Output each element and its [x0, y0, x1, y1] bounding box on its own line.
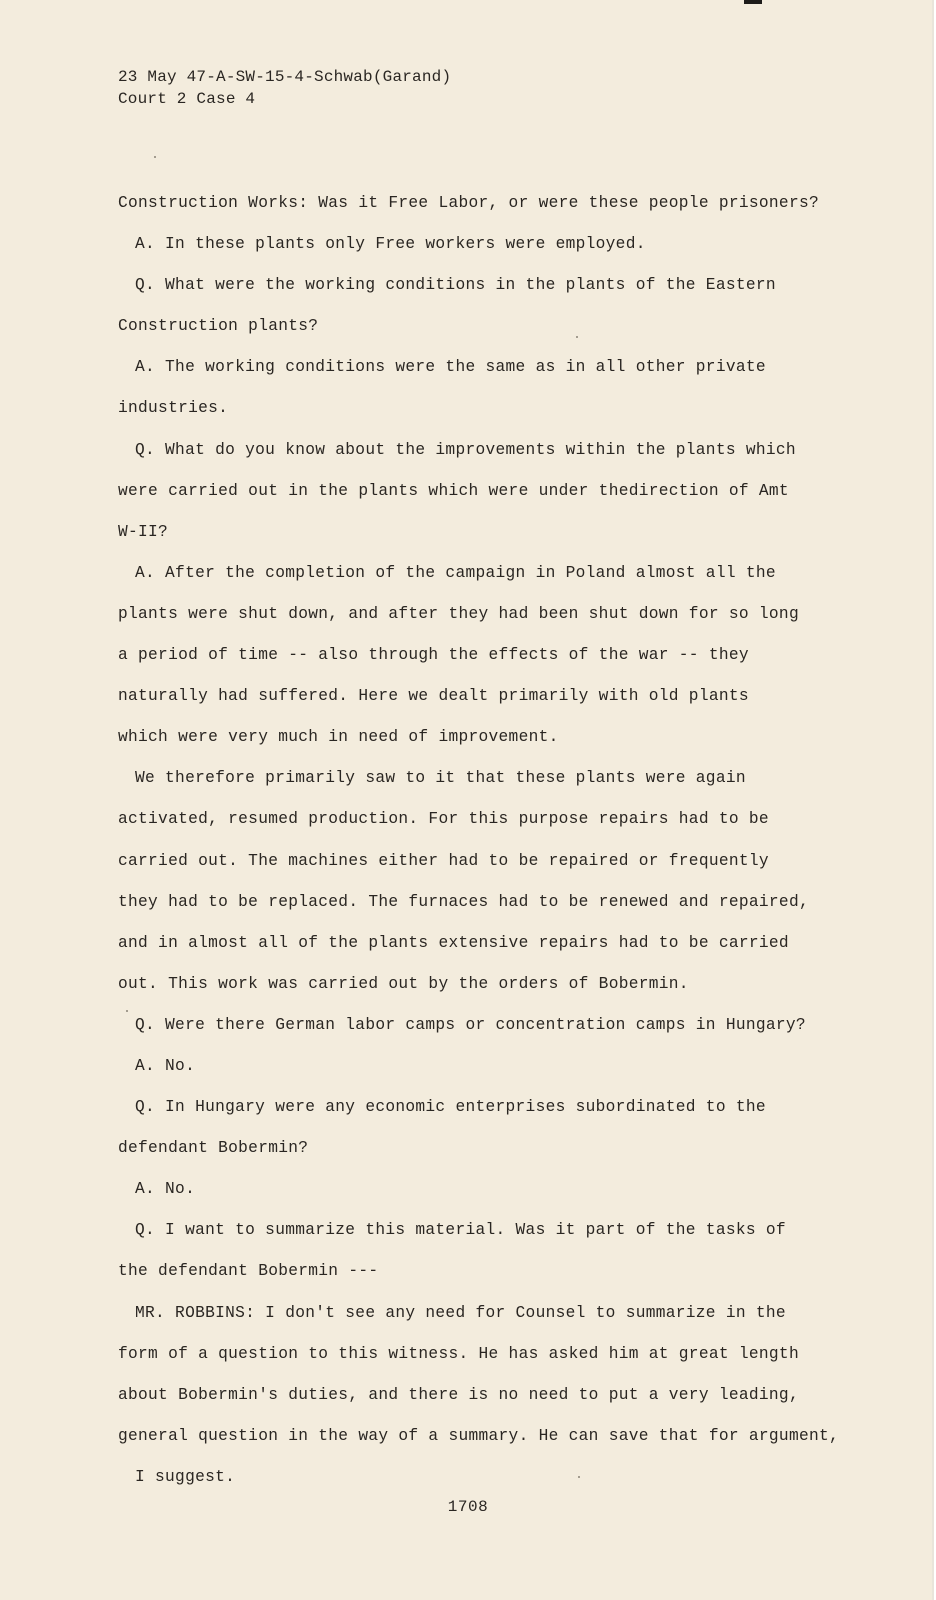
- transcript-line: I suggest.: [135, 1467, 236, 1486]
- transcript-line: they had to be replaced. The furnaces had to be renewed and repaired,: [118, 892, 809, 911]
- transcript-line: about Bobermin's duties, and there is no need to put a very leading,: [118, 1385, 799, 1404]
- transcript-line: W-II?: [118, 522, 169, 541]
- transcript-line: defendant Bobermin?: [118, 1139, 309, 1158]
- transcript-line: and in almost all of the plants extensive repairs had to be carried: [118, 933, 789, 952]
- transcript-line: a period of time -- also through the effects of the war -- they: [118, 646, 749, 665]
- transcript-line: Q. I want to summarize this material. Was it part of the tasks of: [135, 1221, 786, 1240]
- transcript-line: Construction Works: Was it Free Labor, or were these people prisoners?: [118, 194, 819, 212]
- transcript-line: A. After the completion of the campaign in Poland almost all the: [135, 563, 776, 582]
- transcript-line: A. In these plants only Free workers were employed.: [135, 235, 646, 254]
- header-reference-line: 23 May 47-A-SW-15-4-Schwab(Garand): [118, 68, 452, 86]
- transcript-line: Q. Were there German labor camps or concentration camps in Hungary?: [135, 1015, 806, 1034]
- transcript-line: plants were shut down, and after they had been shut down for so long: [118, 604, 799, 623]
- paper-speck: [578, 1476, 580, 1478]
- transcript-line: Q. What do you know about the improvements within the plants which: [135, 440, 796, 459]
- transcript-line: We therefore primarily saw to it that these plants were again: [135, 769, 746, 788]
- transcript-line: out. This work was carried out by the orders of Bobermin.: [118, 974, 689, 993]
- transcript-line: A. No.: [135, 1180, 196, 1199]
- transcript-line: Q. What were the working conditions in the plants of the Eastern: [135, 276, 776, 295]
- paper-speck: [154, 156, 156, 158]
- transcript-line: A. The working conditions were the same as in all other private: [135, 358, 766, 377]
- document-header: [118, 66, 451, 110]
- transcript-line: general question in the way of a summary. He can save that for argument,: [118, 1426, 840, 1445]
- transcript-line: industries.: [118, 399, 229, 418]
- transcript-line: A. No.: [135, 1056, 196, 1075]
- transcript-line: the defendant Bobermin ---: [118, 1262, 379, 1281]
- paper-speck: [576, 336, 578, 338]
- scan-edge-mark: [744, 0, 762, 4]
- transcript-line: activated, resumed production. For this purpose repairs had to be: [118, 810, 769, 829]
- transcript-line: carried out. The machines either had to be repaired or frequently: [118, 851, 769, 870]
- page-number: 1708: [447, 1498, 489, 1516]
- paper-speck: [126, 1010, 128, 1012]
- transcript-line: naturally had suffered. Here we dealt primarily with old plants: [118, 687, 749, 706]
- transcript-line: which were very much in need of improvement.: [118, 728, 559, 747]
- header-court-case-line: Court 2 Case 4: [118, 90, 256, 108]
- transcript-line: MR. ROBBINS: I don't see any need for Counsel to summarize in the: [135, 1303, 786, 1322]
- transcript-line: Construction plants?: [118, 317, 319, 336]
- transcript-line: Q. In Hungary were any economic enterprises subordinated to the: [135, 1098, 766, 1117]
- transcript-line: form of a question to this witness. He has asked him at great length: [118, 1344, 799, 1363]
- transcript-line: were carried out in the plants which were under thedirection of Amt: [118, 481, 789, 500]
- transcript-body: [118, 188, 838, 1503]
